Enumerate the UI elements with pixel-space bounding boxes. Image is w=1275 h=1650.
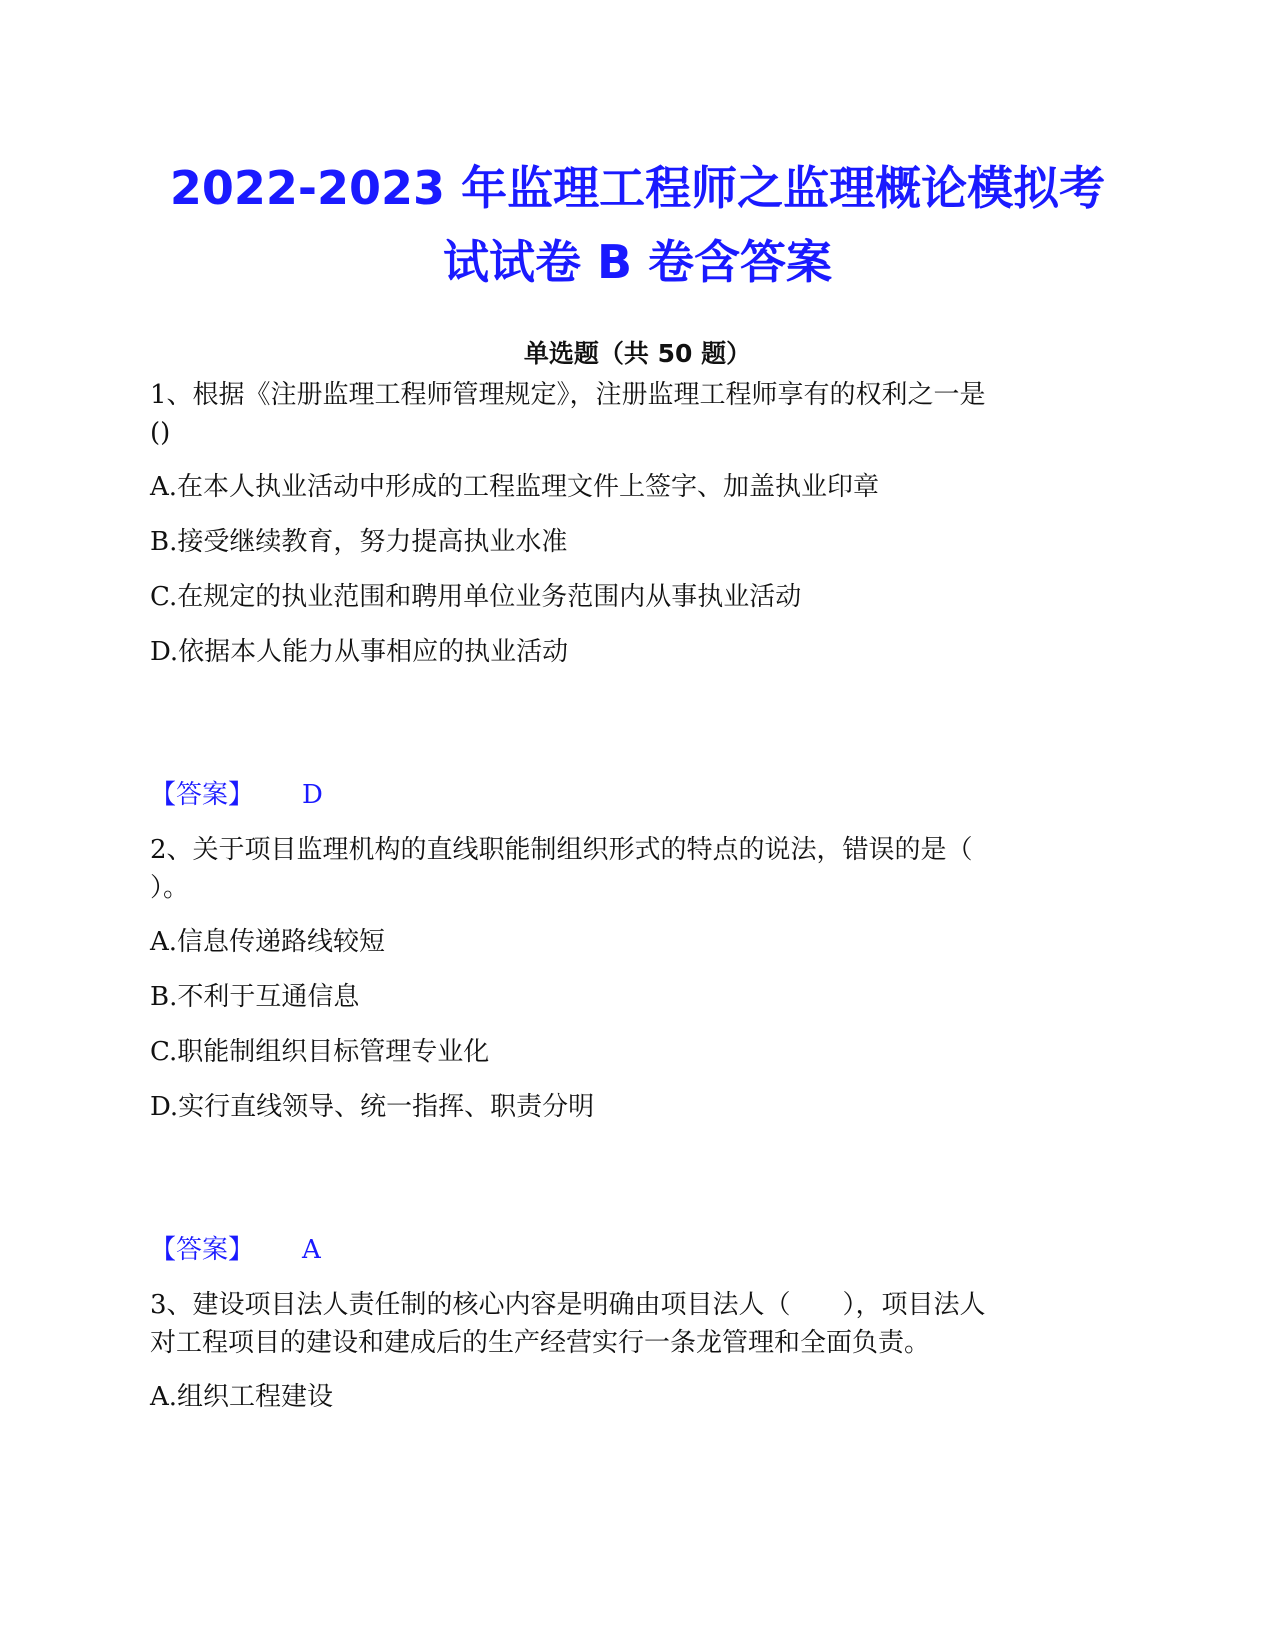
- question-stem-line: (): [150, 418, 171, 448]
- option-d: D.依据本人能力从事相应的执业活动: [150, 637, 569, 667]
- answer-label: 【答案】: [150, 780, 255, 810]
- option-d: D.实行直线领导、统一指挥、职责分明: [150, 1092, 595, 1122]
- question-stem-line: 2、关于项目监理机构的直线职能制组织形式的特点的说法，错误的是（: [150, 835, 973, 865]
- question-stem-line: 3、建设项目法人责任制的核心内容是明确由项目法人（ ），项目法人: [150, 1290, 986, 1320]
- option-a: A.组织工程建设: [150, 1382, 334, 1412]
- document-title-line-2: 试试卷 B 卷含答案: [442, 235, 833, 289]
- option-a: A.信息传递路线较短: [150, 927, 386, 957]
- option-c: C.职能制组织目标管理专业化: [150, 1037, 490, 1067]
- answer-row: [150, 1231, 321, 1269]
- answer-value: D: [302, 780, 323, 810]
- answer-value: A: [302, 1235, 321, 1265]
- answer-label: 【答案】: [150, 1235, 255, 1265]
- document-title-line-1: 2022-2023 年监理工程师之监理概论模拟考: [169, 161, 1106, 215]
- option-c: C.在规定的执业范围和聘用单位业务范围内从事执业活动: [150, 582, 802, 612]
- section-heading: 单选题（共 50 题）: [523, 339, 752, 368]
- answer-row: [150, 776, 323, 814]
- option-b: B.接受继续教育，努力提高执业水准: [150, 527, 568, 557]
- question-stem-line: ）。: [150, 873, 190, 903]
- question-stem-line: 对工程项目的建设和建成后的生产经营实行一条龙管理和全面负责。: [150, 1328, 931, 1358]
- option-a: A.在本人执业活动中形成的工程监理文件上签字、加盖执业印章: [150, 472, 880, 502]
- question-stem-line: 1、根据《注册监理工程师管理规定》，注册监理工程师享有的权利之一是: [150, 380, 986, 410]
- option-b: B.不利于互通信息: [150, 982, 360, 1012]
